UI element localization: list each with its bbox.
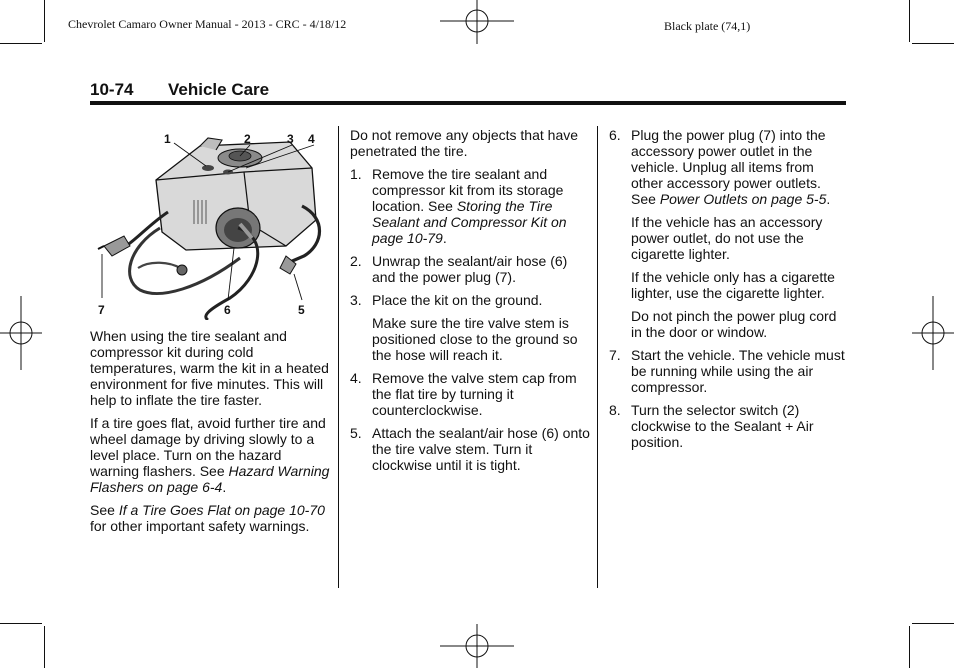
- safety-warnings-paragraph: See If a Tire Goes Flat on page 10-70 for other important safety warnings.: [90, 502, 325, 534]
- hazard-flashers-reference: Hazard Warning Flashers on page 6-4: [90, 463, 330, 495]
- crop-mark-tr-v: [909, 0, 910, 42]
- column-3: [609, 127, 849, 457]
- crop-mark-bl-v: [44, 626, 45, 668]
- running-title: Chevrolet Camaro Owner Manual - 2013 - CRC - 4/18/12: [68, 17, 347, 31]
- page-number: 10-74: [90, 80, 134, 99]
- step-8: 8. Turn the selector switch (2) clockwise to the Sealant + Air position.: [609, 402, 814, 450]
- step-7: 7. Start the vehicle. The vehicle must be running while using the air compressor.: [609, 347, 845, 395]
- plate-label: Black plate (74,1): [664, 19, 751, 33]
- callout-7: 7: [98, 303, 105, 317]
- flat-tire-paragraph: If a tire goes flat, avoid further tire and wheel damage by driving slowly to a level place. Turn on the hazard warning flashers. See Hazard Warning Flashers on page 6-4.: [90, 415, 330, 495]
- step-6-note-2: If the vehicle only has a cigarette lighter, use the cigarette lighter.: [631, 269, 835, 301]
- registration-mark-bottom: [440, 622, 514, 668]
- crop-mark-bl-h: [0, 623, 42, 624]
- callout-6: 6: [224, 303, 231, 317]
- step-3-note: Make sure the tire valve stem is positioned close to the ground so the hose will reach it.: [372, 315, 578, 363]
- power-outlets-reference: Power Outlets on page 5-5: [659, 191, 827, 207]
- objects-warning: Do not remove any objects that have penetrated the tire.: [350, 127, 579, 159]
- cold-temperature-note: When using the tire sealant and compressor kit during cold temperatures, warm the kit in a heated environment for five minutes. This will help to inflate the tire faster.: [90, 328, 329, 408]
- storing-kit-reference: Storing the Tire Sealant and Compressor Kit on page 10-79: [372, 198, 567, 246]
- callout-4: 4: [308, 132, 315, 146]
- step-6: 6. Plug the power plug (7) into the accessory power outlet in the vehicle. Unplug all items from other accessory power outlets. See Power Outlets on page 5-5.: [609, 127, 831, 207]
- step-2: 2. Unwrap the sealant/air hose (6) and the power plug (7).: [350, 253, 568, 285]
- callout-1: 1: [164, 132, 171, 146]
- registration-mark-top: [440, 0, 514, 46]
- crop-mark-br-v: [909, 626, 910, 668]
- crop-mark-br-h: [912, 623, 954, 624]
- registration-mark-left: [0, 296, 44, 370]
- column-divider-1: [338, 126, 339, 588]
- callout-5: 5: [298, 303, 305, 317]
- heading-rule: [90, 101, 846, 105]
- column-divider-2: [597, 126, 598, 588]
- step-4: 4. Remove the valve stem cap from the flat tire by turning it counterclockwise.: [350, 370, 577, 418]
- callout-3: 3: [287, 132, 294, 146]
- crop-mark-tl-h: [0, 43, 42, 44]
- column-2: [350, 127, 590, 480]
- tire-goes-flat-reference: If a Tire Goes Flat on page 10-70: [118, 502, 325, 518]
- step-5: 5. Attach the sealant/air hose (6) onto the tire valve stem. Turn it clockwise until it is tight.: [350, 425, 590, 473]
- column-1: [90, 328, 330, 541]
- step-6-note-1: If the vehicle has an accessory power outlet, do not use the cigarette lighter.: [631, 214, 823, 262]
- step-3: 3. Place the kit on the ground.: [350, 292, 543, 308]
- callout-2: 2: [244, 132, 251, 146]
- crop-mark-tl-v: [44, 0, 45, 42]
- section-heading: [90, 80, 269, 100]
- registration-mark-right: [910, 296, 954, 370]
- section-title: Vehicle Care: [168, 80, 270, 99]
- step-6-note-3: Do not pinch the power plug cord in the door or window.: [631, 308, 837, 340]
- crop-mark-tr-h: [912, 43, 954, 44]
- compressor-kit-illustration: [90, 128, 330, 320]
- step-1: 1. Remove the tire sealant and compressor kit from its storage location. See Storing the Tire Sealant and Compressor Kit on page 10-79.: [350, 166, 567, 246]
